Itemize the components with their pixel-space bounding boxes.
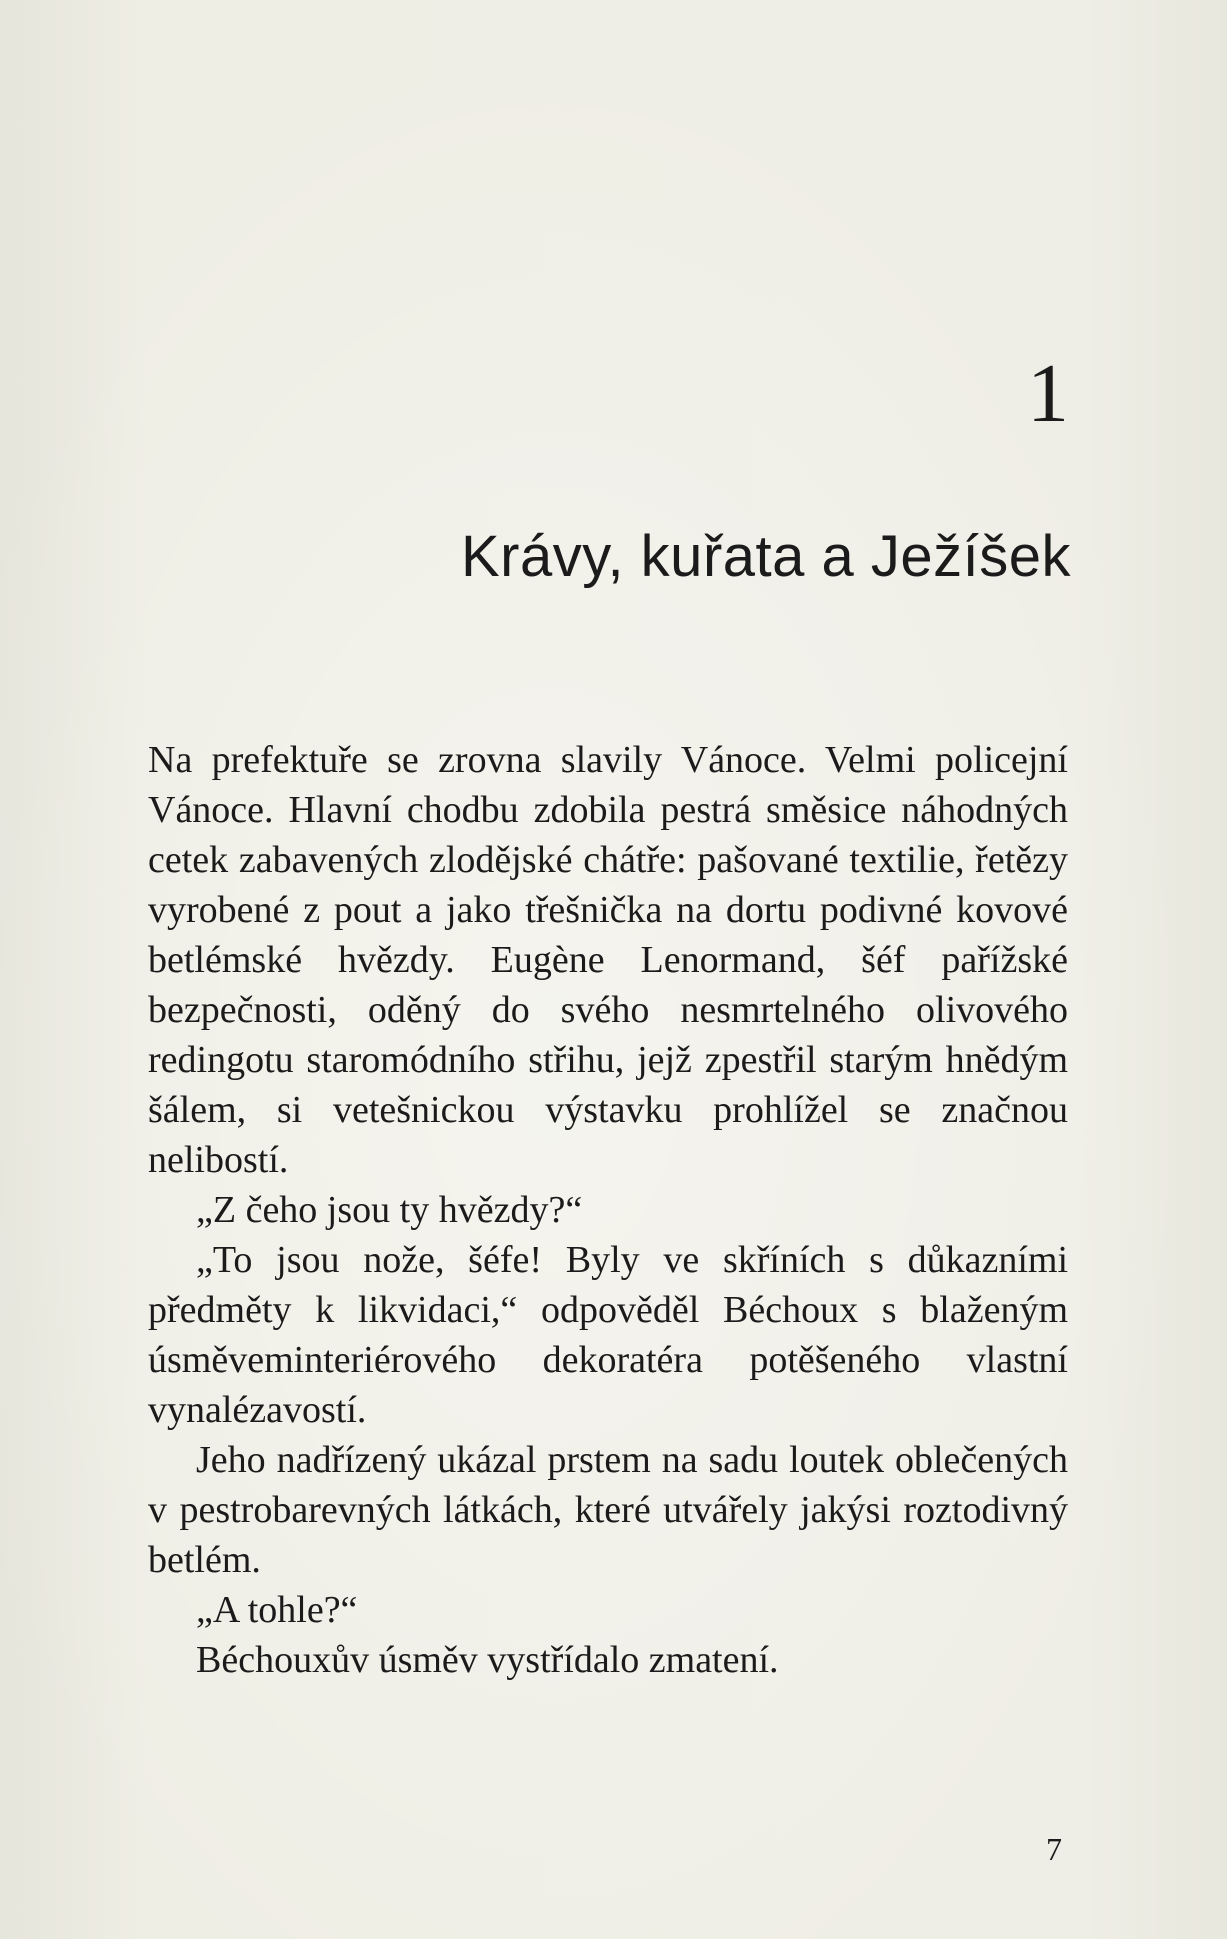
paragraph: Jeho nadřízený ukázal prstem na sadu loutek oblečených v pestrobarevných látkách, které utvářely jakýsi roztodivný betlém. (148, 1439, 1068, 1581)
paragraph: Na prefektuře se zrovna slavily Vánoce. Velmi policejní Vánoce. Hlavní chodbu zdobila pestrá směsice náhodných cetek zabavených zlodějské chátře: pašované textilie, řetězy vyrobené z pout a jako třešnička na dortu podivné kovové betlémské hvězdy. Eugène Lenormand, šéf pařížské bezpečnosti, oděný do svého nesmrtelného olivového redingotu staromódního střihu, jejž zpestřil starým hnědým šálem, si vetešnickou výstavku prohlížel se značnou nelibostí. (148, 739, 1068, 1181)
page-number: 7 (1046, 1831, 1062, 1867)
paragraph: Béchouxův úsměv vystřídalo zmatení. (196, 1639, 779, 1681)
chapter-body (148, 735, 1068, 1685)
paragraph: „To jsou nože, šéfe! Byly ve skříních s důkazními předměty k likvidaci,“ odpověděl Béchoux s blaženým úsměveminteriérového dekoratéra potěšeného vlastní vynalézavostí. (148, 1239, 1068, 1431)
paragraph: „A tohle?“ (196, 1589, 358, 1631)
chapter-title: Krávy, kuřata a Ježíšek (461, 524, 1071, 589)
chapter-number: 1 (1027, 347, 1069, 440)
paragraph: „Z čeho jsou ty hvězdy?“ (196, 1189, 583, 1231)
